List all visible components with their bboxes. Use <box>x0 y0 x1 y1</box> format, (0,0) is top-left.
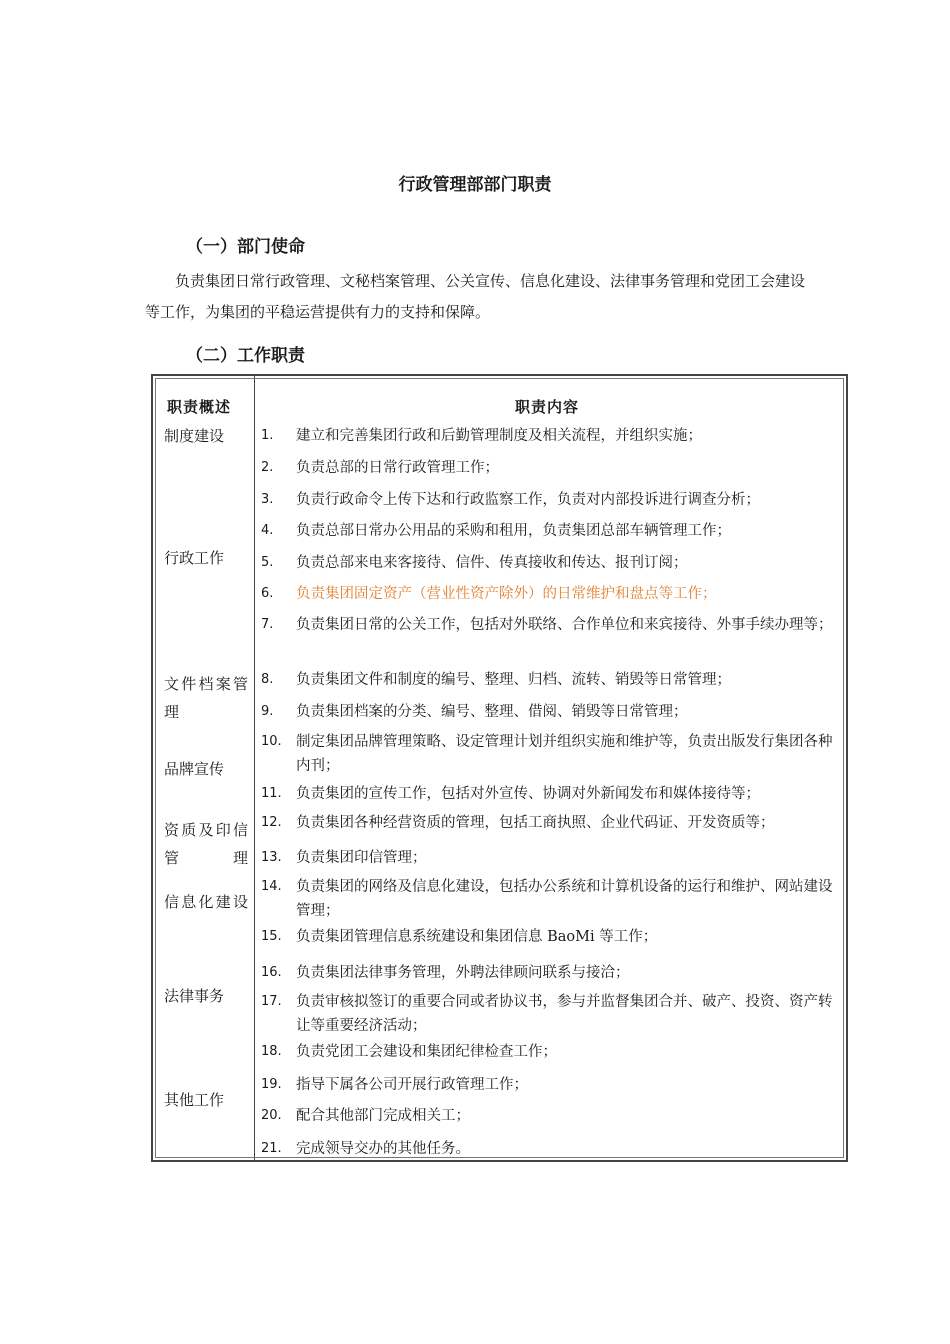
section-heading-duties: （二）工作职责 <box>186 346 305 366</box>
duty-item-highlighted: 6. 负责集团固定资产（营业性资产除外）的日常维护和盘点等工作； <box>261 586 717 602</box>
duty-item: 1. 建立和完善集团行政和后勤管理制度及相关流程，并组织实施； <box>261 428 702 444</box>
category-brand: 品牌宣传 <box>164 760 225 778</box>
duty-item: 3. 负责行政命令上传下达和行政监察工作，负责对内部投诉进行调查分析； <box>261 492 760 508</box>
duty-item: 13. 负责集团印信管理； <box>261 850 427 866</box>
category-qualification: 资质及印信管理 <box>164 821 248 867</box>
col-header-content: 职责内容 <box>515 398 580 416</box>
duty-item: 20. 配合其他部门完成相关工； <box>261 1108 470 1124</box>
duty-item: 2. 负责总部的日常行政管理工作； <box>261 460 499 476</box>
duty-item: 21. 完成领导交办的其他任务。 <box>261 1141 470 1157</box>
section-heading-mission: （一）部门使命 <box>186 237 305 257</box>
category-it: 信息化建设 <box>164 893 248 911</box>
duty-item-clipped: 12. 负责集团各种经营资质的管理，包括工商执照、企业代码证、开发资质等； <box>261 815 775 831</box>
duty-item: 15. 负责集团管理信息系统建设和集团信息 BaoMi 等工作； <box>261 929 658 945</box>
duty-item: 5. 负责总部来电来客接待、信件、传真接收和传达、报刊订阅； <box>261 555 688 571</box>
duty-item: 9. 负责集团档案的分类、编号、整理、借阅、销毁等日常管理； <box>261 704 688 720</box>
category-admin: 行政工作 <box>164 549 225 567</box>
category-legal: 法律事务 <box>164 987 225 1005</box>
duty-item: 16. 负责集团法律事务管理，外聘法律顾问联系与接洽； <box>261 965 630 981</box>
page-title: 行政管理部部门职责 <box>398 175 552 195</box>
category-system: 制度建设 <box>164 427 225 445</box>
duty-item: 19. 指导下属各公司开展行政管理工作； <box>261 1077 528 1093</box>
col-header-overview: 职责概述 <box>167 398 232 416</box>
mission-paragraph: 负责集团日常行政管理、文秘档案管理、公关宣传、信息化建设、法律事务管理和党团工会建设等工作，为集团的平稳运营提供有力的支持和保障。 <box>145 272 806 321</box>
duty-item: 11. 负责集团的宣传工作，包括对外宣传、协调对外新闻发布和媒体接待等； <box>261 786 760 802</box>
duties-table <box>151 374 848 1162</box>
category-archives: 文件档案管理 <box>164 675 248 721</box>
duty-item: 8. 负责集团文件和制度的编号、整理、归档、流转、销毁等日常管理； <box>261 672 731 688</box>
category-other: 其他工作 <box>164 1091 225 1109</box>
duty-item: 14. 负责集团的网络及信息化建设，包括办公系统和计算机设备的运行和维护、网站建设管理； <box>261 879 833 919</box>
duty-item: 4. 负责总部日常办公用品的采购和租用，负责集团总部车辆管理工作； <box>261 523 731 539</box>
duty-item: 7. 负责集团日常的公关工作，包括对外联络、合作单位和来宾接待、外事手续办理等； <box>261 617 833 633</box>
duty-item: 10. 制定集团品牌管理策略、设定管理计划并组织实施和维护等，负责出版发行集团各种内刊； <box>261 734 833 774</box>
duty-item: 17. 负责审核拟签订的重要合同或者协议书，参与并监督集团合并、破产、投资、资产转让等重要经济活动； <box>261 994 833 1034</box>
column-divider <box>254 376 255 1160</box>
duty-item: 18. 负责党团工会建设和集团纪律检查工作； <box>261 1044 557 1060</box>
